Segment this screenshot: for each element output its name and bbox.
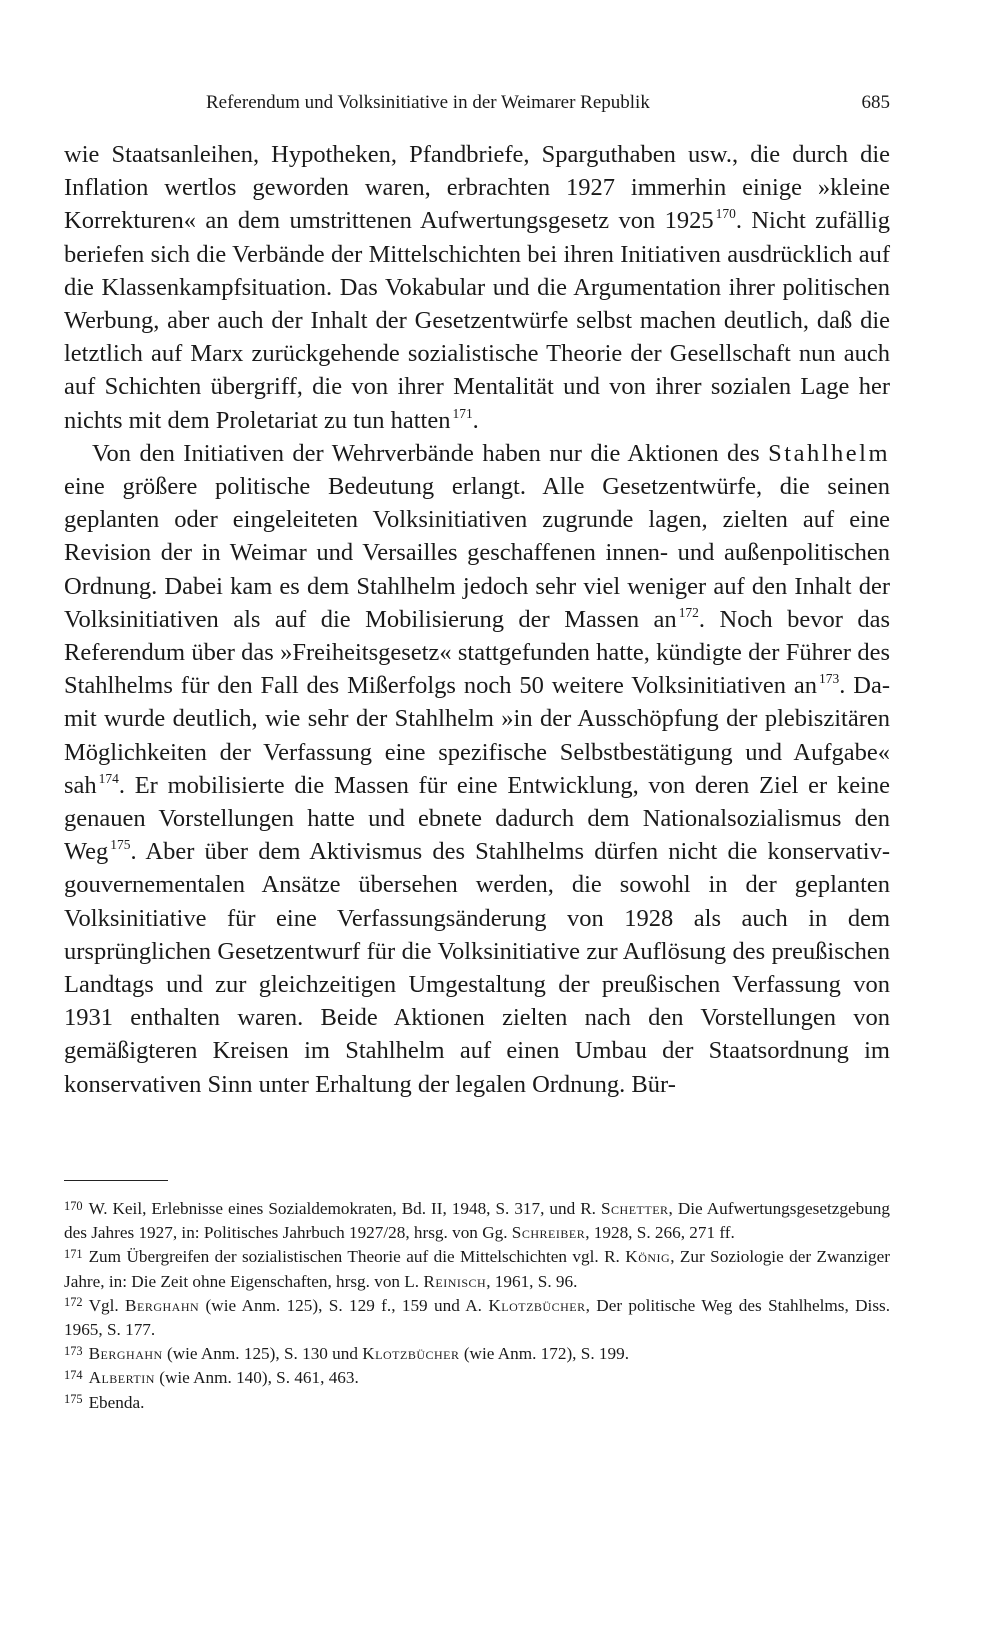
footnote-ref-170: 170 xyxy=(715,206,736,222)
footnote-text: , Der politische Weg des Stahlhelms, Diss. 1965, S. 177. xyxy=(64,1295,891,1340)
footnote-170 xyxy=(64,1197,890,1245)
paragraph-1 xyxy=(64,138,890,437)
footnote-text: , Zur Soziologie der Zwanziger Jahre, in: Die Zeit ohne Eigenschaften, hrsg. von L. xyxy=(64,1247,890,1291)
paragraph-2-text-6: . Aber über dem Aktivismus des Stahlhelms dürfen nicht die konservativ-gouvernementalen Ansätze übersehen werden, die sowohl in der geplanten Volksinitiative für eine Verfassungsänderung von 1928 als auch in dem ursprünglichen Gesetzentwurf für die Volksinitiative zur Auflösung des preußischen Landtags und zur gleichzeitigen Umgestaltung der preußischen Verfassung von 1931 enthalten waren. Beide Aktionen zielten nach den Vorstellungen von gemäßigteren Kreisen im Stahlhelm auf einen Umbau der Staatsordnung im konservativen Sinn unter Erhaltung der legalen Ordnung. Bür- xyxy=(64,838,890,1098)
author-name: Albertin xyxy=(88,1368,155,1388)
author-name: Berghahn xyxy=(88,1344,163,1364)
author-name: Schetter xyxy=(600,1199,669,1218)
body-text xyxy=(64,138,890,1101)
footnote-173 xyxy=(64,1342,890,1366)
footnote-text: Zum Übergreifen der sozialistischen Theorie auf die Mittelschichten vgl. R. xyxy=(88,1247,626,1267)
paragraph-2-text-5: . Er mobilisierte die Massen für eine Entwicklung, von deren Ziel er keine genauen Vorstellungen hatte und ebnete dadurch dem Nationalsozialismus den Weg xyxy=(64,771,890,866)
paragraph-2 xyxy=(64,437,890,1101)
footnote-text: Vgl. xyxy=(88,1295,126,1315)
spaced-term-stahlhelm: Stahlhelm xyxy=(768,439,891,467)
footnote-number: 171 xyxy=(64,1247,83,1262)
footnote-ref-172: 172 xyxy=(678,604,699,620)
footnote-number: 174 xyxy=(64,1368,83,1383)
footnote-text: (wie Anm. 125), S. 129 f., 159 und A. xyxy=(199,1295,489,1315)
author-name: Klotzbücher xyxy=(488,1295,586,1315)
footnote-ref-174: 174 xyxy=(98,770,119,786)
footnote-text: , 1928, S. 266, 271 ff. xyxy=(585,1223,735,1243)
paragraph-1-text-3: . xyxy=(472,406,479,434)
footnote-ref-173: 173 xyxy=(819,671,840,687)
author-name: Berghahn xyxy=(125,1295,200,1315)
author-name: Schreiber xyxy=(511,1223,586,1243)
footnote-number: 173 xyxy=(64,1343,83,1358)
page-number: 685 xyxy=(861,92,890,113)
paragraph-2-text-2: eine größere politische Bedeutung erlangt. Alle Gesetzentwürfe, die seinen geplanten oder eingeleiteten Volksinitiativen zugrunde lagen, zielten auf eine Revision der in Weimar und Versailles geschaffenen innen- und außenpolitischen Ordnung. Dabei kam es dem Stahlhelm jedoch sehr viel weniger auf den Inhalt der Volksinitiativen als auf die Mobilisierung der Massen an xyxy=(64,473,890,633)
running-head xyxy=(64,88,890,118)
paragraph-2-text-3: . Noch bevor das Referendum über das »Freiheitsgesetz« stattgefunden hatte, kündigte der Führer des Stahlhelms für den Fall des Mißerfolgs noch 50 weitere Volksinitiativen an xyxy=(64,605,891,700)
footnote-text: W. Keil, Erlebnisse eines Sozialdemokraten, Bd. II, 1948, S. 317, und R. xyxy=(88,1199,601,1218)
footnote-text: Ebenda. xyxy=(88,1392,145,1412)
author-name: Reinisch xyxy=(423,1271,487,1291)
footnote-divider xyxy=(64,1180,168,1181)
paragraph-2-text-4: . Damit wurde deutlich, wie sehr der Stahlhelm »in der Ausschöpfung der plebiszitären Möglichkeiten der Verfassung eine spezifische Selbstbestätigung und Aufgabe« sah xyxy=(64,672,890,799)
footnote-number: 170 xyxy=(64,1198,83,1213)
footnote-174 xyxy=(64,1366,890,1390)
footnote-number: 172 xyxy=(64,1295,83,1310)
footnotes xyxy=(64,1197,890,1415)
footnote-text: (wie Anm. 125), S. 130 und xyxy=(162,1344,363,1364)
footnote-text: (wie Anm. 140), S. 461, 463. xyxy=(154,1368,359,1388)
author-name: Klotzbücher xyxy=(362,1344,460,1364)
footnote-172 xyxy=(64,1294,890,1342)
paragraph-2-text-1: Von den Initiativen der Wehrverbände haben nur die Aktionen des xyxy=(92,439,760,467)
author-name: König xyxy=(625,1247,671,1267)
footnote-number: 175 xyxy=(64,1392,83,1407)
footnote-ref-171: 171 xyxy=(452,405,473,421)
footnote-text: , 1961, S. 96. xyxy=(486,1271,578,1291)
footnote-175 xyxy=(64,1391,890,1415)
running-title: Referendum und Volksinitiative in der Weimarer Republik xyxy=(206,92,650,113)
paragraph-1-text-2: . Nicht zufällig beriefen sich die Verbände der Mittelschichten bei ihren Initiativen ausdrücklich auf die Klassenkampfsituation. Das Vokabular und die Argumentation ihrer politischen Werbung, aber auch der Inhalt der Gesetzentwürfe selbst machen deutlich, daß die letztlich auf Marx zurückgehende sozialistische Theorie der Gesellschaft nun auch auf Schichten übergriff, die von ihrer Mentalität und von ihrer sozialen Lage her nichts mit dem Proletariat zu tun hatten xyxy=(64,207,890,434)
footnote-text: (wie Anm. 172), S. 199. xyxy=(459,1344,629,1364)
footnote-ref-175: 175 xyxy=(110,837,131,853)
footnote-171 xyxy=(64,1245,890,1293)
footnote-text: , Die Aufwertungsgesetzgebung des Jahres 1927, in: Politisches Jahrbuch 1927/28, hrsg. von Gg. xyxy=(64,1199,890,1243)
paragraph-1-text-1: wie Staatsanleihen, Hypotheken, Pfandbriefe, Sparguthaben usw., die durch die Inflation wertlos geworden waren, erbrachten 1927 immerhin einige »kleine Korrekturen« an dem umstrittenen Aufwertungsgesetz von 1925 xyxy=(64,141,890,235)
